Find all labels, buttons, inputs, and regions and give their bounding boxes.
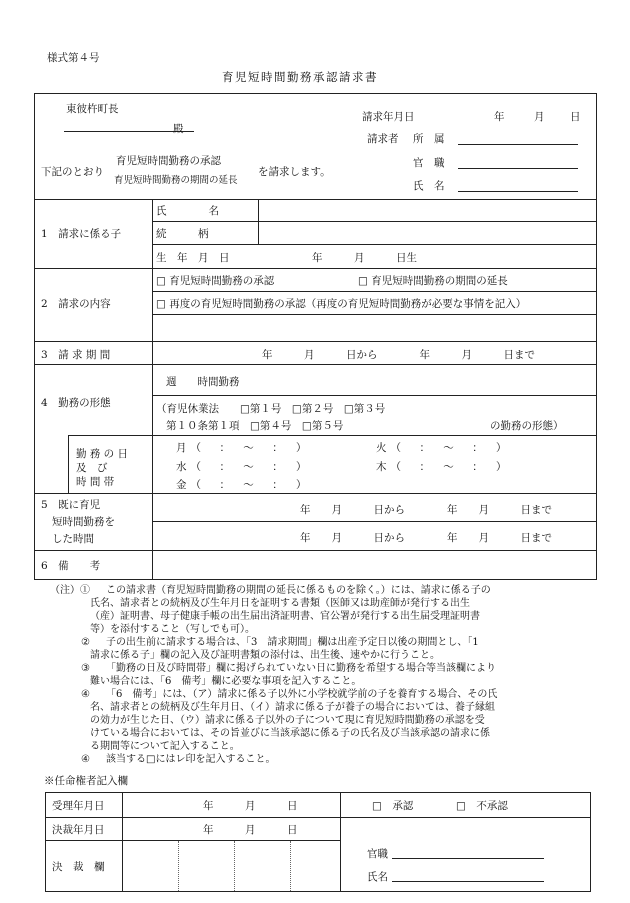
note-3-line-2: 難い場合には、「6 備考」欄に必要な事項を記入すること。 — [90, 676, 362, 687]
wednesday-time: 水（ ： ～ ： ） — [176, 461, 311, 473]
content-option-extension[interactable]: □ 育児短時間勤務の期間の延長 — [358, 275, 508, 287]
section3-label: 3 請 求 期 間 — [41, 349, 111, 361]
note-2-mark: ② — [81, 637, 90, 648]
received-label: 受理年月日 — [52, 800, 105, 812]
note-4-line-1: 「6 備考」には、（ア）請求に係る子以外に小学校就学前の子を養育する場合、その氏 — [106, 689, 498, 700]
honorific: 殿 — [173, 123, 184, 135]
authority-name-field[interactable] — [392, 881, 544, 882]
name-field[interactable] — [458, 191, 578, 192]
position-label: 官 職 — [413, 157, 445, 169]
period-value: 年 月 日から 年 月 日まで — [262, 349, 535, 361]
as-follows: 下記のとおり — [41, 166, 104, 178]
option-extension: 育児短時間勤務の期間の延長 — [114, 175, 238, 186]
decided-label: 決裁年月日 — [52, 824, 105, 836]
note-5-line: 該当する□にはレ印を記入すること。 — [106, 754, 276, 765]
note-4-line-4: けている場合においては、その旨並びに当該承認に係る子の氏名及び当該承認の請求に係 — [90, 728, 490, 739]
section6-label: 6 備 考 — [41, 560, 101, 572]
thursday-time: 木（ ： ～ ： ） — [376, 461, 511, 473]
days-label-3: 時 間 帯 — [76, 476, 115, 488]
position-field[interactable] — [458, 168, 578, 169]
authority-position-field[interactable] — [392, 858, 544, 859]
note-5-mark: ④ — [81, 754, 90, 765]
tuesday-time: 火（ ： ～ ： ） — [376, 442, 511, 454]
date-month: 月 — [534, 111, 545, 123]
note-3-mark: ③ — [81, 663, 90, 674]
note-1-line-1: この請求書（育児短時間勤務の期間の延長に係るものを除く。）には、請求に係る子の — [106, 585, 491, 596]
decided-date: 年 月 日 — [203, 824, 298, 836]
monday-time: 月（ ： ～ ： ） — [176, 442, 311, 454]
note-4-line-3: の効力が生じた日、（ウ）請求に係る子以外の子について現に育児短時間勤務の承認を受 — [90, 715, 485, 726]
form-number: 様式第４号 — [47, 52, 100, 64]
requester-label: 請求者 — [367, 133, 399, 145]
content-option-renewal[interactable]: □ 再度の育児短時間勤務の承認（再度の育児短時間勤務が必要な事情を記入） — [156, 298, 527, 310]
note-1-line-4: 等）を添付すること（写しでも可）。 — [90, 624, 255, 635]
child-birth-value: 年 月 日生 — [312, 252, 417, 264]
child-birth-label: 生 年 月 日 — [156, 252, 230, 264]
authority-heading: ※任命権者記入欄 — [44, 775, 128, 787]
note-4-line-2: 名、請求者との続柄及び生年月日、（イ）請求に係る子が養子の場合においては、養子縁組 — [90, 702, 495, 713]
addressee: 東彼杵町長 — [66, 103, 119, 115]
authority-name-label: 氏名 — [367, 871, 388, 883]
past-period-2: 年 月 日から 年 月 日まで — [300, 532, 552, 544]
note-2-line-2: 請求に係る子」欄の記入及び証明書類の添付は、出生後、速やかに行うこと。 — [90, 650, 440, 661]
friday-time: 金（ ： ～ ： ） — [176, 479, 311, 491]
child-name-label: 氏 名 — [156, 205, 219, 217]
authority-position-label: 官職 — [367, 848, 388, 860]
request-closing: を請求します。 — [258, 166, 331, 178]
note-lead: （注）① — [50, 585, 90, 596]
reject-checkbox[interactable]: □ 不承認 — [456, 800, 508, 812]
content-option-approval[interactable]: □ 育児短時間勤務の承認 — [156, 275, 275, 287]
dept-label: 所 属 — [413, 133, 445, 145]
past-period-1: 年 月 日から 年 月 日まで — [300, 504, 552, 516]
section5-label-3: した時間 — [52, 533, 94, 545]
law-suffix: の勤務の形態） — [490, 420, 564, 432]
decision-label: 決 裁 欄 — [52, 861, 105, 873]
days-label-2: 及 び — [76, 462, 108, 474]
law-line-1: （育児休業法 □第１号 □第２号 □第３号 — [156, 403, 386, 415]
child-relation-label: 続 柄 — [156, 228, 209, 240]
section4-label: 4 勤務の形態 — [41, 397, 111, 409]
section5-label-1: 5 既に育児 — [41, 499, 101, 511]
date-label: 請求年月日 — [362, 111, 415, 123]
date-day: 日 — [570, 111, 581, 123]
received-date: 年 月 日 — [203, 800, 298, 812]
form-title: 育児短時間勤務承認請求書 — [222, 70, 378, 84]
name-label: 氏 名 — [413, 180, 445, 192]
authority-table — [45, 792, 591, 892]
note-3-line-1: 「勤務の日及び時間帯」欄に掲げられていない日に勤務を希望する場合等当該欄により — [106, 663, 496, 674]
weekly-hours: 週 時間勤務 — [166, 376, 240, 388]
note-4-line-5: る期間等について記入すること。 — [90, 741, 240, 752]
option-approval: 育児短時間勤務の承認 — [116, 155, 221, 167]
section5-label-2: 短時間勤務を — [52, 516, 115, 528]
days-label-1: 勤 務 の 日 — [76, 448, 129, 460]
note-2-line-1: 子の出生前に請求する場合は、「3 請求期間」欄は出産予定日以後の期間とし、「1 — [106, 637, 479, 648]
dept-field[interactable] — [458, 144, 578, 145]
date-year: 年 — [494, 111, 505, 123]
section1-label: 1 請求に係る子 — [41, 228, 122, 240]
approve-checkbox[interactable]: □ 承認 — [372, 800, 414, 812]
section2-label: 2 請求の内容 — [41, 298, 111, 310]
law-line-2: 第１０条第１項 □第４号 □第５号 — [166, 420, 344, 432]
note-1-line-3: （産）証明書、母子健康手帳の出生届出済証明書、官公署が発行する出生届受理証明書 — [90, 611, 480, 622]
note-4-mark: ④ — [81, 689, 90, 700]
note-1-line-2: 氏名、請求者との続柄及び生年月日を証明する書類（医師又は助産師が発行する出生 — [90, 598, 470, 609]
